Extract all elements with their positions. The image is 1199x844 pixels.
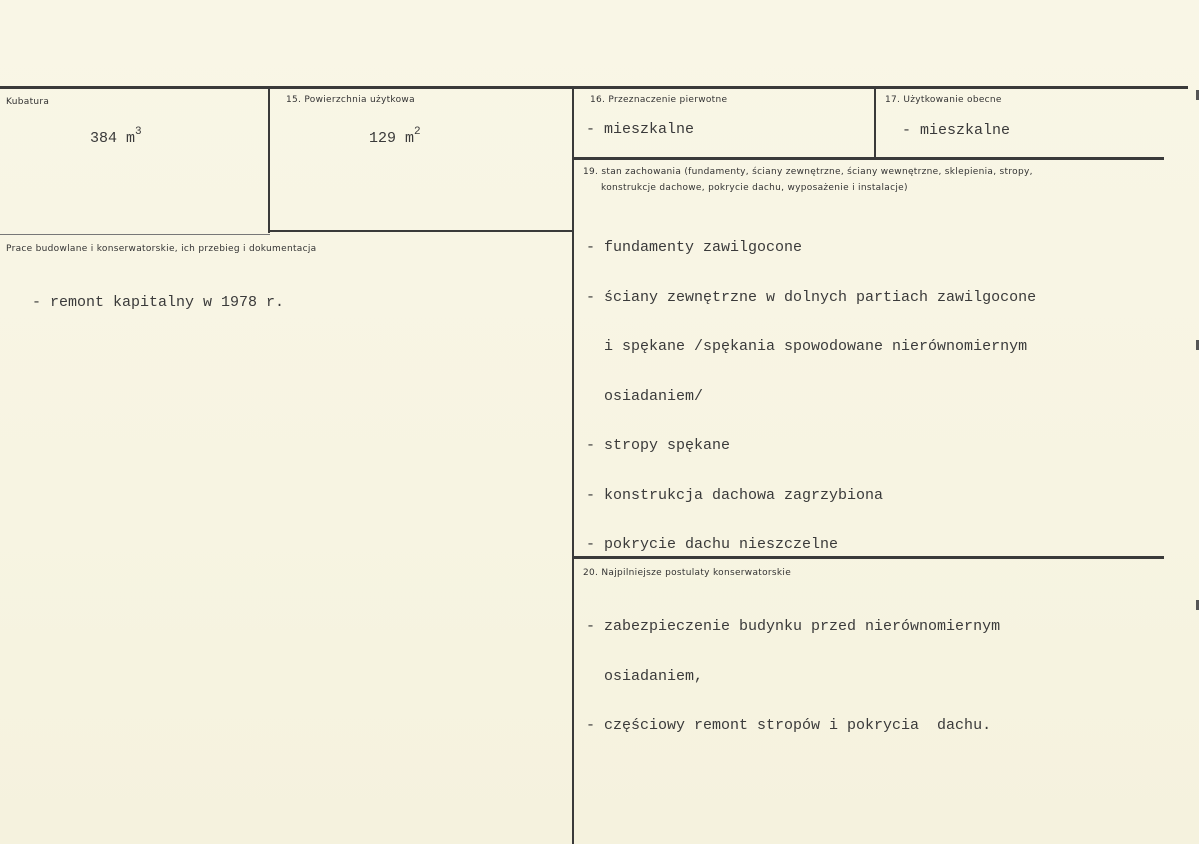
- rule-row1-left: [270, 230, 572, 232]
- powierzchnia-exponent: 2: [414, 126, 421, 138]
- kubatura-exponent: 3: [135, 126, 142, 138]
- uzytkowanie-label: 17. Użytkowanie obecne: [885, 95, 1002, 105]
- stan-line: - pokrycie dachu nieszczelne: [586, 536, 839, 553]
- stan-label-line1: 19. stan zachowania (fundamenty, ściany zewnętrzne, ściany wewnętrzne, sklepienia, stropy,: [583, 167, 1033, 177]
- stan-line: i spękane /spękania spowodowane nierównomiernym: [586, 338, 1028, 355]
- przeznaczenie-value: - mieszkalne: [586, 121, 695, 138]
- postulaty-text: [586, 586, 1000, 768]
- stan-text: [586, 207, 1036, 587]
- stan-label-line2: konstrukcje dachowe, pokrycie dachu, wyposażenie i instalacje): [601, 183, 908, 193]
- stan-line: - ściany zewnętrzne w dolnych partiach zawilgocone: [586, 288, 1037, 306]
- divider-1: [268, 88, 270, 233]
- postulaty-label: 20. Najpilniejsze postulaty konserwatorskie: [583, 568, 792, 578]
- przeznaczenie-label: 16. Przeznaczenie pierwotne: [590, 95, 728, 105]
- rule-left-short: [0, 234, 270, 235]
- prace-value: - remont kapitalny w 1978 r.: [32, 294, 285, 311]
- rule-row1-right: [574, 157, 1164, 160]
- stan-line: osiadaniem/: [586, 387, 704, 405]
- divider-2: [572, 88, 574, 844]
- powierzchnia-label: 15. Powierzchnia użytkowa: [286, 95, 415, 105]
- divider-3: [874, 88, 876, 158]
- prace-label: Prace budowlane i konserwatorskie, ich przebieg i dokumentacja: [6, 244, 317, 254]
- kubatura-label: Kubatura: [6, 97, 50, 107]
- kubatura-value: [90, 126, 142, 148]
- powierzchnia-number: 129 m: [369, 130, 415, 147]
- postulaty-line: - zabezpieczenie budynku przed nierównomiernym: [586, 618, 1001, 635]
- powierzchnia-value: [369, 126, 421, 148]
- stan-line: - konstrukcja dachowa zagrzybiona: [586, 486, 884, 504]
- kubatura-number: 384 m: [90, 130, 136, 147]
- uzytkowanie-value: - mieszkalne: [902, 122, 1011, 139]
- stan-line: - stropy spękane: [586, 437, 731, 454]
- top-rule: [0, 86, 1188, 89]
- stan-line: - fundamenty zawilgocone: [586, 239, 803, 256]
- postulaty-line: osiadaniem,: [586, 667, 704, 685]
- postulaty-line: - częściowy remont stropów i pokrycia dachu.: [586, 717, 992, 734]
